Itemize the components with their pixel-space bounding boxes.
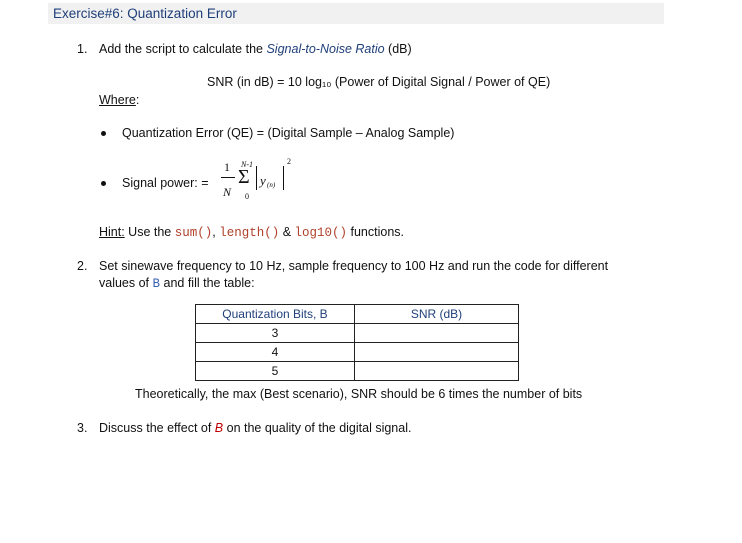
fn-log10: log10() [294,226,348,240]
item-2-line-2 [99,276,255,291]
bullet-dot [101,181,106,186]
y-term: y [260,173,266,188]
item-1-text [99,42,412,56]
where-label [99,93,139,107]
snr-term: Signal-to-Noise Ratio [266,42,385,56]
item-3-pre: Discuss the effect of [99,421,215,435]
sum-lower-limit: 0 [245,192,249,201]
theory-note: Theoretically, the max (Best scenario), SNR should be 6 times the number of bits [135,387,583,401]
table-header-row [196,305,519,324]
hint-line [99,225,404,240]
fn-sum: sum() [174,226,213,240]
abs-bar-right [283,166,284,190]
where-colon: : [135,93,140,107]
table-cell-bits: 5 [196,362,355,381]
sum-upper-limit: N-1 [241,160,253,169]
table-header-bits: Quantization Bits, B [196,305,355,324]
item-3-post: on the quality of the digital signal. [223,421,412,435]
hint-pre: Use the [124,225,175,239]
fraction-numerator: 1 [224,160,230,174]
item-2-line-2-pre: values of [99,276,153,290]
hint-label: Hint: [99,225,125,239]
where-word: Where [99,93,136,107]
table-header-snr: SNR (dB) [355,305,519,324]
item-3-text [99,421,411,435]
abs-bar-left [256,166,257,190]
table-row [196,343,519,362]
fraction-denominator: N [223,185,232,199]
bullet-qe: Quantization Error (QE) = (Digital Sample – Analog Sample) [122,126,455,140]
snr-formula: SNR (in dB) = 10 log₁₀ (Power of Digital Signal / Power of QE) [207,75,551,89]
item-1-intro: Add the script to calculate the [99,42,267,56]
table-cell-snr[interactable] [355,324,519,343]
table-cell-bits: 3 [196,324,355,343]
hint-sep: , [212,225,220,239]
item-1-number: 1. [77,42,88,56]
bullet-signal-power-label: Signal power: = [122,176,209,190]
fn-length: length() [219,226,280,240]
sigma-symbol: Σ [238,166,250,188]
item-2-number: 2. [77,259,88,273]
var-b: B [152,277,161,291]
hint-amp: & [279,225,295,239]
exercise-title: Exercise#6: Quantization Error [48,3,664,24]
power-exponent: 2 [287,157,291,166]
var-b-italic: B [214,421,224,435]
item-3-number: 3. [77,421,88,435]
table-row [196,362,519,381]
table-row [196,324,519,343]
item-2-line-2-post: and fill the table: [160,276,255,290]
fraction-bar [221,177,235,178]
table-cell-snr[interactable] [355,362,519,381]
snr-table [195,304,519,381]
bullet-dot [101,131,106,136]
table-cell-snr[interactable] [355,343,519,362]
y-subscript: (n) [267,181,276,189]
item-2-line-1: Set sinewave frequency to 10 Hz, sample frequency to 100 Hz and run the code for different [99,259,609,273]
table-cell-bits: 4 [196,343,355,362]
item-1-suffix: (dB) [384,42,412,56]
hint-post: functions. [347,225,405,239]
